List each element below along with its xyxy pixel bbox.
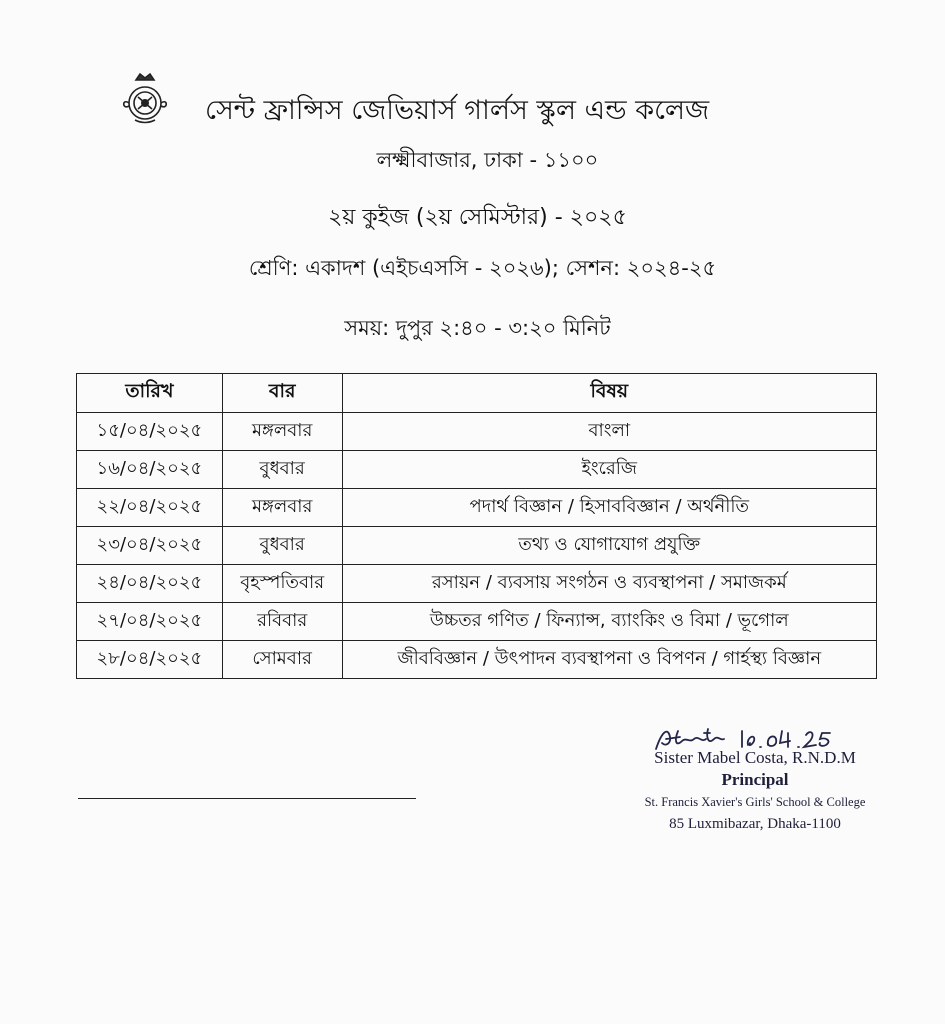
table-row <box>77 413 877 451</box>
row-date: ২৭/০৪/২০২৫ <box>77 603 223 641</box>
row-day: মঙ্গলবার <box>222 489 342 527</box>
row-date: ২৪/০৪/২০২৫ <box>77 565 223 603</box>
row-date: ১৫/০৪/২০২৫ <box>77 413 223 451</box>
row-subject: ইংরেজি <box>342 451 876 489</box>
table-row <box>77 527 877 565</box>
exam-time: সময়: দুপুর ২:৪০ - ৩:২০ মিনিট <box>344 316 611 340</box>
table-row <box>77 565 877 603</box>
header-date: তারিখ <box>77 374 223 413</box>
row-subject: রসায়ন / ব্যবসায় সংগঠন ও ব্যবস্থাপনা / সমাজকর্ম <box>342 565 876 603</box>
table-header-row <box>77 374 877 413</box>
row-day: মঙ্গলবার <box>222 413 342 451</box>
row-date: ২২/০৪/২০২৫ <box>77 489 223 527</box>
row-date: ২৮/০৪/২০২৫ <box>77 641 223 679</box>
table-row <box>77 489 877 527</box>
row-date: ২৩/০৪/২০২৫ <box>77 527 223 565</box>
row-subject: জীববিজ্ঞান / উৎপাদন ব্যবস্থাপনা ও বিপণন / গার্হস্থ্য বিজ্ঞান <box>342 641 876 679</box>
row-date: ১৬/০৪/২০২৫ <box>77 451 223 489</box>
row-day: বৃহস্পতিবার <box>222 565 342 603</box>
row-subject: বাংলা <box>342 413 876 451</box>
row-subject: তথ্য ও যোগাযোগ প্রযুক্তি <box>342 527 876 565</box>
stamp-school-address: 85 Luxmibazar, Dhaka-1100 <box>669 816 841 832</box>
class-session: শ্রেণি: একাদশ (এইচএসসি - ২০২৬); সেশন: ২০২৪-২৫ <box>248 256 717 280</box>
row-day: বুধবার <box>222 451 342 489</box>
header-day: বার <box>222 374 342 413</box>
table-row <box>77 603 877 641</box>
table-row <box>77 641 877 679</box>
row-day: রবিবার <box>222 603 342 641</box>
school-crest-icon <box>118 70 172 126</box>
school-name: সেন্ট ফ্রান্সিস জেভিয়ার্স গার্লস স্কুল এন্ড কলেজ <box>205 95 710 126</box>
header-subject: বিষয় <box>342 374 876 413</box>
row-subject: উচ্চতর গণিত / ফিন্যান্স, ব্যাংকিং ও বিমা / ভূগোল <box>342 603 876 641</box>
principal-name: Sister Mabel Costa, R.N.D.M <box>654 748 856 767</box>
stamp-school-name: St. Francis Xavier's Girls' School & College <box>644 795 866 809</box>
signature-line <box>78 798 416 799</box>
row-day: বুধবার <box>222 527 342 565</box>
exam-title: ২য় কুইজ (২য় সেমিস্টার) - ২০২৫ <box>328 205 627 230</box>
table-row <box>77 451 877 489</box>
row-day: সোমবার <box>222 641 342 679</box>
principal-role: Principal <box>721 770 789 789</box>
exam-schedule-table <box>76 373 877 679</box>
school-address: লক্ষ্মীবাজার, ঢাকা - ১১০০ <box>376 148 599 172</box>
row-subject: পদার্থ বিজ্ঞান / হিসাববিজ্ঞান / অর্থনীতি <box>342 489 876 527</box>
